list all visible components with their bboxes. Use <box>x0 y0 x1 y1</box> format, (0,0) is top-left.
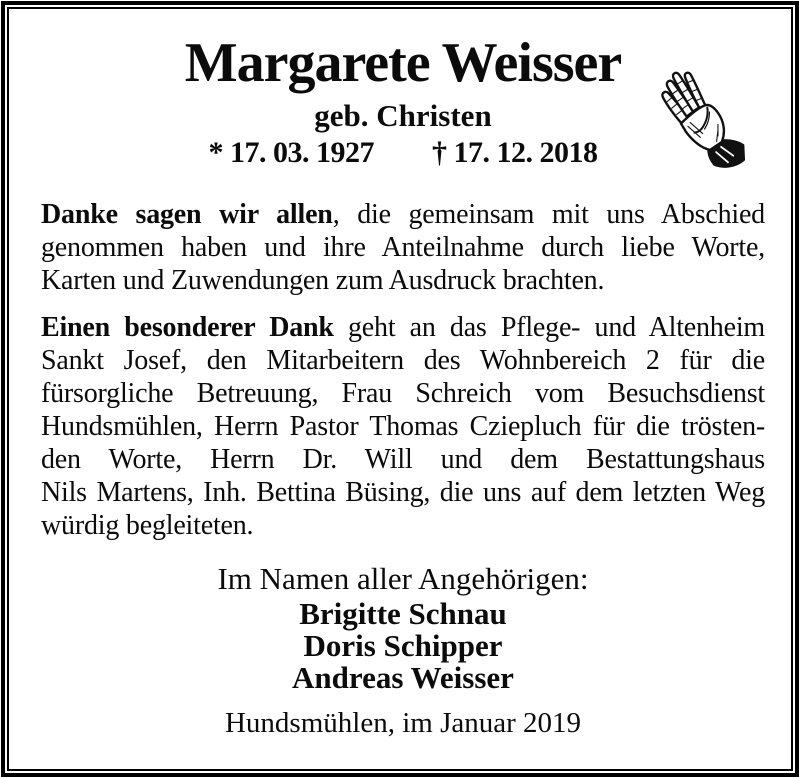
line-text: würdig begleiteten. <box>41 510 254 541</box>
paragraph-line <box>41 198 765 231</box>
paragraph-line <box>41 377 765 410</box>
death-date: † 17. 12. 2018 <box>432 136 598 169</box>
paragraph-line <box>41 344 765 377</box>
line-text: den Worte, Herrn Dr. Will und dem Bestattungshaus <box>41 444 765 475</box>
in-the-name-line: Im Namen aller Angehörigen: <box>217 561 589 596</box>
line-text: fürsorgliche Betreuung, Frau Schreich vom Besuchsdienst <box>41 378 765 409</box>
family-name: Doris Schipper <box>303 628 503 663</box>
paragraph-line <box>41 264 765 297</box>
paragraph-line <box>41 443 765 476</box>
line-text: Hundsmühlen, Herrn Pastor Thomas Cziepluch für die trösten- <box>41 411 765 442</box>
line-text: Nils Martens, Inh. Bettina Büsing, die uns auf dem letzten Weg <box>41 477 765 508</box>
bold-lead: Danke sagen wir allen <box>41 199 333 230</box>
paragraph-line <box>41 231 765 264</box>
family-names <box>41 598 765 694</box>
line-text: genommen haben und ihre Anteilnahme durch liebe Worte, <box>41 232 765 263</box>
special-thanks-paragraph <box>41 311 765 542</box>
place-date-line: Hundsmühlen, im Januar 2019 <box>224 707 581 739</box>
life-dates <box>41 137 765 168</box>
line-text: , die gemeinsam mit uns Abschied <box>332 199 765 230</box>
paragraph-line <box>41 476 765 509</box>
notice-content <box>0 34 800 778</box>
paragraph-line <box>41 509 765 542</box>
family-name: Brigitte Schnau <box>299 596 507 631</box>
deceased-name: Margarete Weisser <box>184 32 622 94</box>
paragraph-line <box>41 311 765 344</box>
maiden-name: geb. Christen <box>314 98 492 133</box>
line-text: geht an das Pflege- und Altenheim <box>333 312 765 343</box>
family-name: Andreas Weisser <box>292 660 514 695</box>
line-text: Karten und Zuwendungen zum Ausdruck brachten. <box>41 265 605 296</box>
thanks-paragraph <box>41 198 765 297</box>
line-text: Sankt Josef, den Mitarbeitern des Wohnbereich 2 für die <box>41 345 765 376</box>
bold-lead: Einen besonderer Dank <box>41 312 334 343</box>
birth-date: * 17. 03. 1927 <box>208 136 374 169</box>
paragraph-line <box>41 410 765 443</box>
